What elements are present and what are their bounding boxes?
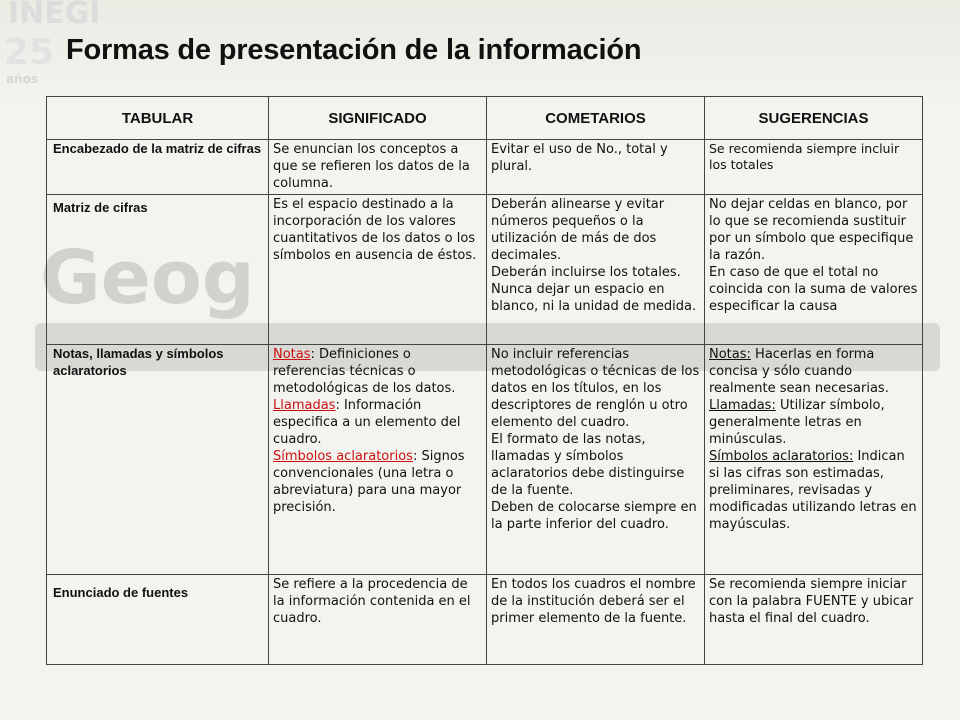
column-header: TABULAR: [47, 97, 269, 140]
table-row: [47, 575, 923, 665]
page-title: Formas de presentación de la información: [66, 34, 642, 66]
sugerencia-line: En caso de que el total no coincida con la suma de valores especificar la causa: [709, 265, 918, 314]
comentario-line: Deben de colocarse siempre en la parte inferior del cuadro.: [491, 500, 697, 532]
significado-cell: Es el espacio destinado a la incorporación de los valores cuantitativos de los datos o los símbolos en ausencia de éstos.: [269, 195, 487, 345]
comentarios-cell: En todos los cuadros el nombre de la institución deberá ser el primer elemento de la fuente.: [487, 575, 705, 665]
row-label: Encabezado de la matriz de cifras: [47, 140, 269, 195]
llamada-term: Llamadas:: [709, 398, 776, 413]
simbolo-text: Indican si las cifras son estimadas, preliminares, revisadas y modificadas utilizando letras en mayúsculas.: [709, 449, 917, 532]
inegi-logo: INEGI 25 años: [4, 0, 101, 86]
table-header-row: [47, 97, 923, 140]
sugerencia-line: No dejar celdas en blanco, por lo que se recomienda sustituir por un símbolo que especifique la razón.: [709, 197, 914, 263]
significado-cell: [269, 345, 487, 575]
simbolo-term: Símbolos aclaratorios: [273, 449, 413, 464]
information-table: [46, 96, 923, 665]
background-watermark: Geog: [40, 235, 255, 321]
sugerencias-cell: [705, 195, 923, 345]
comentario-line: El formato de las notas, llamadas y símbolos aclaratorios debe distinguirse de la fuente.: [491, 432, 685, 498]
significado-cell: Se enuncian los conceptos a que se refieren los datos de la columna.: [269, 140, 487, 195]
column-header: SUGERENCIAS: [705, 97, 923, 140]
row-label: Enunciado de fuentes: [47, 575, 269, 665]
comentarios-cell: [487, 345, 705, 575]
table-row: [47, 345, 923, 575]
comentarios-cell: Evitar el uso de No., total y plural.: [487, 140, 705, 195]
row-label: Notas, llamadas y símbolos aclaratorios: [47, 345, 269, 575]
sugerencias-cell: Se recomienda siempre iniciar con la palabra FUENTE y ubicar hasta el final del cuadro.: [705, 575, 923, 665]
llamada-text: Utilizar símbolo, generalmente letras en minúsculas.: [709, 398, 885, 447]
sugerencias-cell: [705, 345, 923, 575]
comentarios-cell: [487, 195, 705, 345]
nota-text: Hacerlas en forma concisa y sólo cuando realmente sean necesarias.: [709, 347, 889, 396]
nota-text: : Definiciones o referencias técnicas o metodológicas de los datos.: [273, 347, 456, 396]
column-header: SIGNIFICADO: [269, 97, 487, 140]
column-header: COMETARIOS: [487, 97, 705, 140]
simbolo-term: Símbolos aclaratorios:: [709, 449, 854, 464]
table-row: [47, 140, 923, 195]
nota-term: Notas:: [709, 347, 751, 362]
simbolo-text: : Signos convencionales (una letra o abreviatura) para una mayor precisión.: [273, 449, 465, 515]
llamada-text: : Información especifica a un elemento del cuadro.: [273, 398, 461, 447]
sugerencias-cell: Se recomienda siempre incluir los totales: [705, 140, 923, 195]
row-label: Matriz de cifras: [47, 195, 269, 345]
nota-term: Notas: [273, 347, 311, 362]
significado-cell: Se refiere a la procedencia de la información contenida en el cuadro.: [269, 575, 487, 665]
comentario-line: Deberán incluirse los totales. Nunca dejar un espacio en blanco, ni la unidad de medida.: [491, 265, 697, 314]
comentario-line: Deberán alinearse y evitar números pequeños o la utilización de más de dos decimales.: [491, 197, 665, 263]
table-row: [47, 195, 923, 345]
llamada-term: Llamadas: [273, 398, 336, 413]
comentario-line: No incluir referencias metodológicas o técnicas de los datos en los títulos, en los descriptores de renglón u otro elemento del cuadro.: [491, 347, 700, 430]
